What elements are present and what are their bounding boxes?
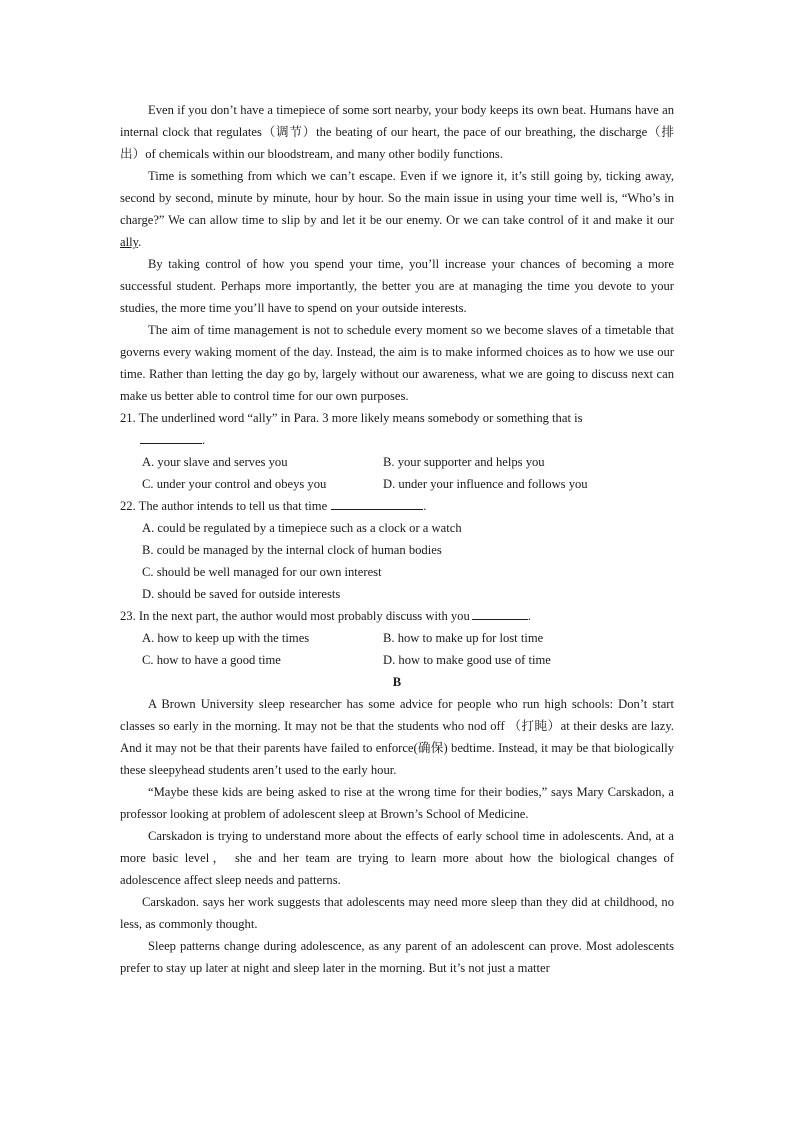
passage-b-paragraph-2: “Maybe these kids are being asked to rise at the wrong time for their bodies,” says Mary Carskadon, a professor looking at problem of adolescent sleep at Brown’s School of Medicine. [120, 785, 674, 821]
option-22-a[interactable]: A. could be regulated by a timepiece such as a clock or a watch [142, 521, 462, 535]
question-21-end: . [202, 433, 206, 447]
section-b-title: B [392, 675, 402, 689]
question-21-text: 21. The underlined word “ally” in Para. 3 more likely means somebody or something that is [120, 411, 583, 425]
passage-b-paragraph-1: A Brown University sleep researcher has some advice for people who run high schools: Don’t start classes so early in the morning. It may not be that the students who nod off （打盹）at their desks are lazy. And it may not be that their parents have failed to enforce(确保) bedtime. Instead, it may be that biologically these sleepyhead students aren’t used to the early hour. [120, 697, 674, 777]
answer-blank-21 [140, 429, 202, 444]
passage-a-paragraph-3: By taking control of how you spend your time, you’ll increase your chances of becoming a more successful student. Perhaps more importantly, the better you are at managing the time you devote to your studies, the more time you’ll have to spend on your outside interests. [120, 257, 674, 315]
option-23-a[interactable]: A. how to keep up with the times [142, 631, 310, 645]
passage-a-paragraph-2 [120, 165, 674, 253]
question-21-options [120, 451, 674, 495]
question-23-options [120, 627, 674, 671]
question-22-options [120, 517, 674, 605]
question-22-stem [120, 495, 674, 517]
option-21-d[interactable]: D. under your influence and follows you [383, 477, 588, 491]
answer-blank-23 [472, 605, 528, 620]
answer-blank-22 [331, 495, 423, 510]
question-23-end: . [527, 609, 531, 623]
option-21-b[interactable]: B. your supporter and helps you [383, 455, 545, 469]
option-23-d[interactable]: D. how to make good use of time [383, 653, 551, 667]
passage-a-paragraph-2-end: . [138, 235, 142, 249]
passage-a-paragraph-2-text: Time is something from which we can’t escape. Even if we ignore it, it’s still going by, ticking away, second by second, minute by minute, hour by hour. So the main issue in using your time well is, “Who’s in charge?” We can allow time to slip by and let it be our enemy. Or we can take control of it and make it our [120, 169, 674, 227]
passage-a-paragraph-4: The aim of time management is not to schedule every moment so we become slaves of a timetable that governs every waking moment of the day. Instead, the aim is to make informed choices as to how we use our time. Rather than letting the day go by, largely without our awareness, what we are going to discuss next can make us better able to control time for our own purposes. [120, 323, 674, 403]
option-22-b[interactable]: B. could be managed by the internal clock of human bodies [142, 543, 442, 557]
question-21-stem [120, 407, 674, 451]
option-23-c[interactable]: C. how to have a good time [142, 653, 281, 667]
passage-b-paragraph-3: Carskadon is trying to understand more about the effects of early school time in adolescents. And, at a more basic level， she and her team are trying to learn more about how the biological changes of adolescence affect sleep needs and patterns. [120, 829, 674, 887]
question-22-text: 22. The author intends to tell us that time [120, 499, 328, 513]
question-22-end: . [423, 499, 427, 513]
document-body [120, 99, 674, 979]
option-21-a[interactable]: A. your slave and serves you [142, 455, 288, 469]
passage-b-paragraph-5: Sleep patterns change during adolescence, as any parent of an adolescent can prove. Most adolescents prefer to stay up later at night and sleep later in the morning. But it’s not just a matter [120, 939, 674, 975]
option-23-b[interactable]: B. how to make up for lost time [383, 631, 544, 645]
underlined-word-ally: ally [120, 235, 139, 249]
option-22-c[interactable]: C. should be well managed for our own interest [142, 565, 382, 579]
option-21-c[interactable]: C. under your control and obeys you [142, 477, 327, 491]
question-23-text: 23. In the next part, the author would most probably discuss with you [120, 609, 470, 623]
option-22-d[interactable]: D. should be saved for outside interests [142, 587, 341, 601]
passage-a-paragraph-1: Even if you don’t have a timepiece of some sort nearby, your body keeps its own beat. Humans have an internal clock that regulates（调节）the beating of our heart, the pace of our breathing, the discharge（排出）of chemicals within our bloodstream, and many other bodily functions. [120, 103, 674, 161]
passage-b-paragraph-4: Carskadon. says her work suggests that adolescents may need more sleep than they did at childhood, no less, as commonly thought. [120, 895, 674, 931]
question-23-stem [120, 605, 674, 627]
